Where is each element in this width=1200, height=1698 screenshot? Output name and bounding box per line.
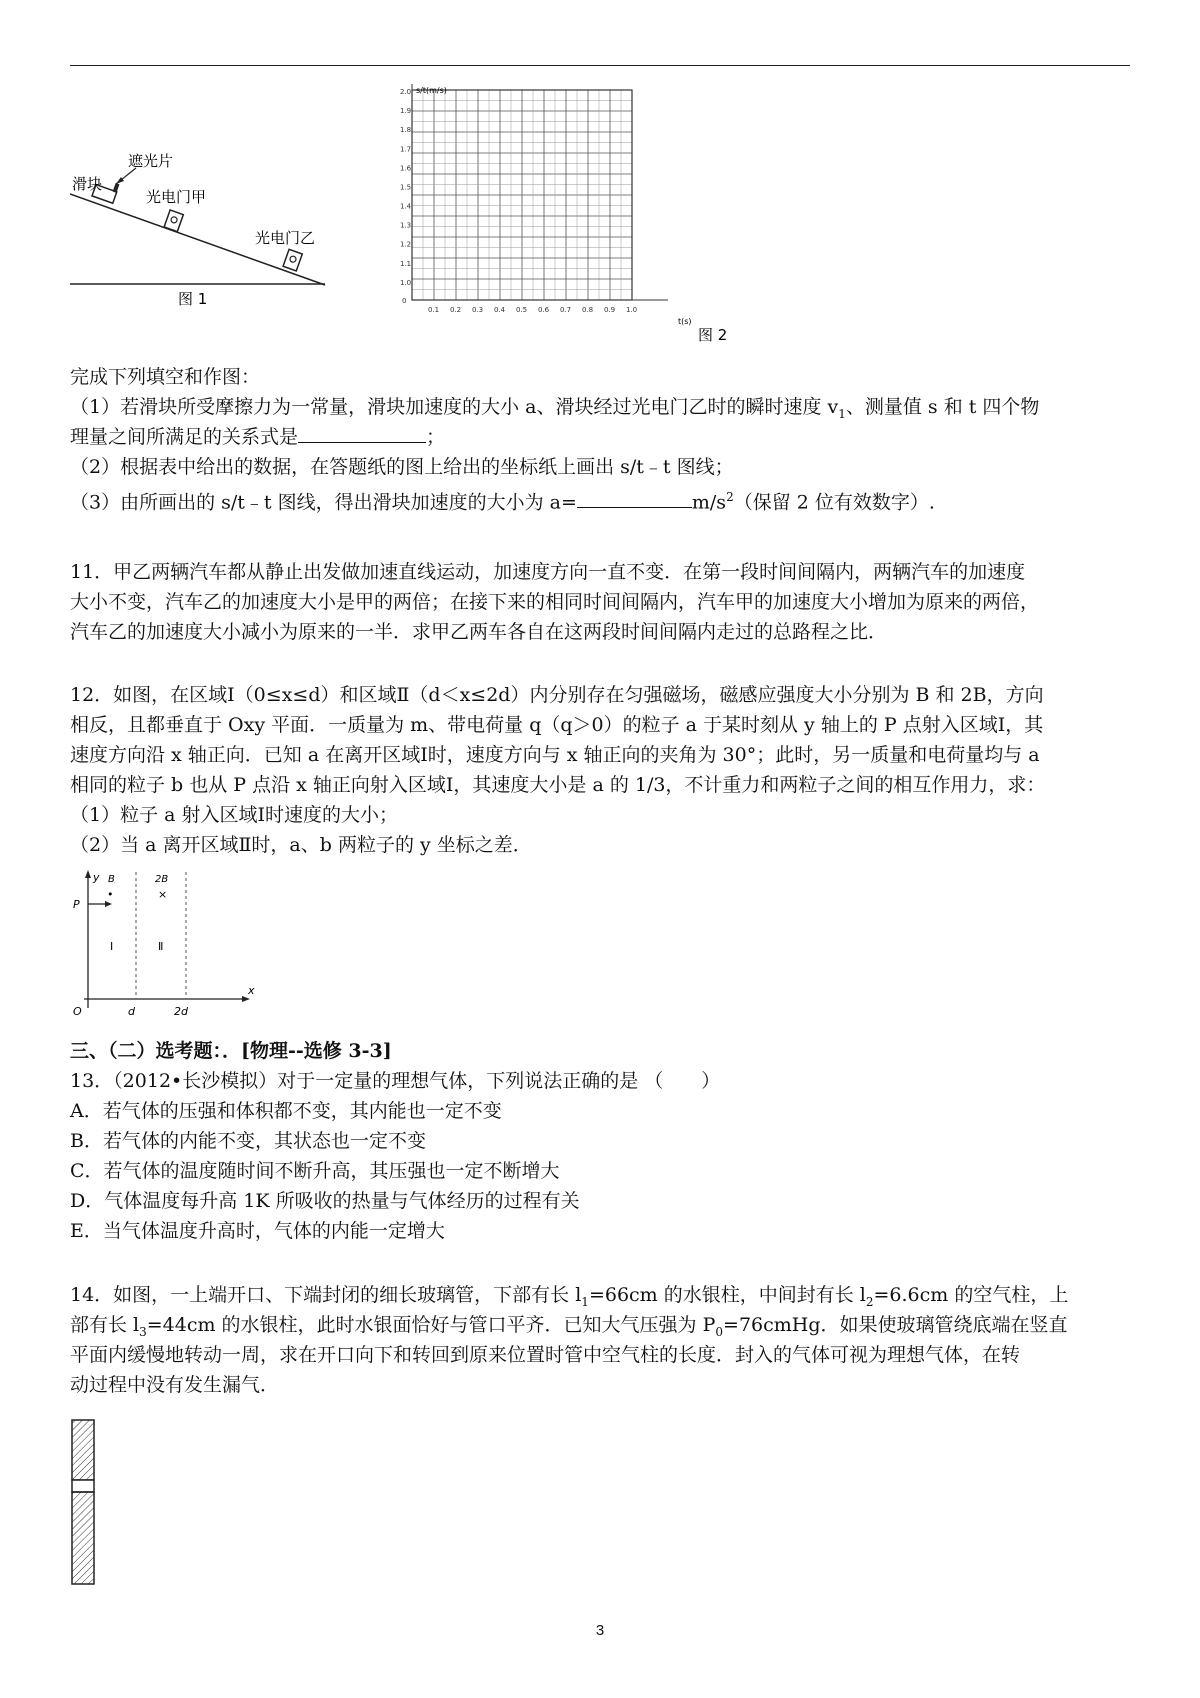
field-out-dot: • <box>107 888 114 901</box>
region-1-label: Ⅰ <box>110 940 114 953</box>
y-tick-label: 1.2 <box>400 240 412 249</box>
upper-mercury-column <box>72 1420 94 1480</box>
q11-line2: 大小不变，汽车乙的加速度大小是甲的两倍；在接下来的相同时间间隔内，汽车甲的加速度大小增加为原来的两倍， <box>70 591 1040 613</box>
tick-2d-label: 2d <box>174 1005 188 1018</box>
q10-part1-line2: 理量之间所满足的关系式是 ； <box>70 426 446 448</box>
origin-tick-label: 0 <box>402 297 407 305</box>
y-tick-label: 1.8 <box>400 126 412 135</box>
q11-line1: 11．甲乙两辆汽车都从静止出发做加速直线运动，加速度方向一直不变．在第一段时间间隔内，两辆汽车的加速度 <box>70 561 1026 583</box>
region-2-label: Ⅱ <box>158 940 164 953</box>
y-tick-label: 2.0 <box>400 88 412 96</box>
x-axis-label: t(s) <box>678 317 692 326</box>
x-tick-label: 0.2 <box>450 306 462 314</box>
y-tick-label: 1.4 <box>400 202 412 211</box>
figure-3-field-regions <box>70 868 260 1023</box>
q13-option-a: A．若气体的压强和体积都不变，其内能也一定不变 <box>70 1100 502 1122</box>
x-tick-label: 0.5 <box>516 306 528 314</box>
answer-blank-2[interactable] <box>577 489 692 508</box>
tick-d-label: d <box>128 1005 135 1018</box>
field-b-label: B <box>108 874 115 885</box>
q14-line4: 动过程中没有发生漏气． <box>70 1374 280 1396</box>
q13-option-b: B．若气体的内能不变，其状态也一定不变 <box>70 1130 426 1152</box>
lower-mercury-column <box>72 1492 94 1584</box>
point-p-letter: P <box>73 898 80 911</box>
field-2b-label: 2B <box>155 874 169 885</box>
origin-letter: O <box>73 1005 82 1018</box>
y-tick-label: 1.7 <box>400 145 412 154</box>
figure-1-caption: 图 1 <box>178 290 208 308</box>
q12-line5: （1）粒子 a 射入区域Ⅰ时速度的大小； <box>70 804 399 826</box>
x-tick-label: 1.0 <box>626 306 638 314</box>
q12-line2: 相反，且都垂直于 Oxy 平面．一质量为 m、带电荷量 q（q＞0）的粒子 a 于某时刻从 y 轴上的 P 点射入区域Ⅰ，其 <box>70 714 1044 736</box>
y-tick-label: 1.9 <box>400 107 412 116</box>
air-column <box>72 1480 94 1492</box>
figure-1-incline <box>70 150 370 335</box>
y-axis-label: s/t(m/s) <box>416 86 447 95</box>
q12-line4: 相同的粒子 b 也从 P 点沿 x 轴正向射入区域Ⅰ，其速度大小是 a 的 1/3，不计重力和两粒子之间的相互作用力，求： <box>70 774 1046 796</box>
q10-part1-line1: （1）若滑块所受摩擦力为一常量，滑块加速度的大小 a、滑块经过光电门乙时的瞬时速度 $v_1$、测量值 s 和 t 四个物 <box>70 396 1040 421</box>
q12-line3: 速度方向沿 x 轴正向．已知 a 在离开区域Ⅰ时，速度方向与 x 轴正向的夹角为 30°；此时，另一质量和电荷量均与 a <box>70 744 1040 766</box>
page-number: 3 <box>595 1622 605 1639</box>
y-tick-label: 1.5 <box>400 183 412 192</box>
y-axis-letter: y <box>93 871 100 884</box>
y-tick-label: 1.3 <box>400 221 412 230</box>
x-tick-label: 0.4 <box>494 306 506 314</box>
y-tick-label: 1.0 <box>400 278 412 287</box>
q13-option-e: E．当气体温度升高时，气体的内能一定增大 <box>70 1220 445 1242</box>
q10-part3: （3）由所画出的 s/t﹣t 图线，得出滑块加速度的大小为 $a= m/s^2$（保留 2 位有效数字）. <box>70 490 935 514</box>
figure-2-caption: 图 2 <box>698 326 728 342</box>
x-axis-letter: x <box>248 984 255 997</box>
q12-line1: 12．如图，在区域Ⅰ（0≤x≤d）和区域Ⅱ（d＜x≤2d）内分别存在匀强磁场，磁感应强度大小分别为 B 和 2B，方向 <box>70 684 1044 706</box>
y-tick-label: 1.1 <box>400 259 412 268</box>
grid-lines <box>412 84 668 300</box>
field-in-cross: × <box>158 888 168 901</box>
q10-intro: 完成下列填空和作图： <box>70 366 261 388</box>
header-rule <box>70 65 1130 66</box>
x-tick-label: 0.3 <box>472 306 484 314</box>
x-tick-label: 0.1 <box>428 306 440 314</box>
q12-line6: （2）当 a 离开区域Ⅱ时，a、b 两粒子的 y 坐标之差． <box>70 834 532 856</box>
x-tick-label: 0.9 <box>604 306 616 314</box>
q13-option-d: D．气体温度每升高 1K 所吸收的热量与气体经历的过程有关 <box>70 1190 580 1212</box>
section-heading: 三、（二）选考题：．[物理--选修 3-3] <box>70 1040 392 1062</box>
q10-part2: （2）根据表中给出的数据，在答题纸的图上给出的坐标纸上画出 s/t﹣t 图线； <box>70 456 734 478</box>
figure-2-grid <box>400 82 740 342</box>
q14-line1: 14．如图，一上端开口、下端封闭的细长玻璃管，下部有长 $l_1=66cm$ 的水银柱，中间封有长 $l_2=6.6cm$ 的空气柱，上 <box>70 1284 1069 1309</box>
q14-line3: 平面内缓慢地转动一周，求在开口向下和转回到原来位置时管中空气柱的长度．封入的气体可视为理想气体，在转 <box>70 1344 1021 1366</box>
q13-stem: 13．（2012•长沙模拟）对于一定量的理想气体，下列说法正确的是 （ ） <box>70 1070 721 1092</box>
label-slider: 滑块 <box>72 175 103 193</box>
label-shade: 遮光片 <box>128 152 174 170</box>
answer-blank-1[interactable] <box>298 424 426 443</box>
q11-line3: 汽车乙的加速度大小减小为原来的一半．求甲乙两车各自在这两段时间间隔内走过的总路程之比． <box>70 621 888 643</box>
label-gate-a: 光电门甲 <box>146 188 207 206</box>
x-tick-label: 0.7 <box>560 306 572 314</box>
label-gate-b: 光电门乙 <box>255 229 316 247</box>
x-tick-label: 0.6 <box>538 306 550 314</box>
q13-option-c: C．若气体的温度随时间不断升高，其压强也一定不断增大 <box>70 1160 560 1182</box>
x-tick-label: 0.8 <box>582 306 594 314</box>
figure-4-glass-tube <box>70 1418 110 1588</box>
q14-line2: 部有长 $l_3=44cm$ 的水银柱，此时水银面恰好与管口平齐．已知大气压强为 $P_0=76cmHg$．如果使玻璃管绕底端在竖直 <box>70 1314 1068 1339</box>
y-tick-label: 1.6 <box>400 164 412 173</box>
